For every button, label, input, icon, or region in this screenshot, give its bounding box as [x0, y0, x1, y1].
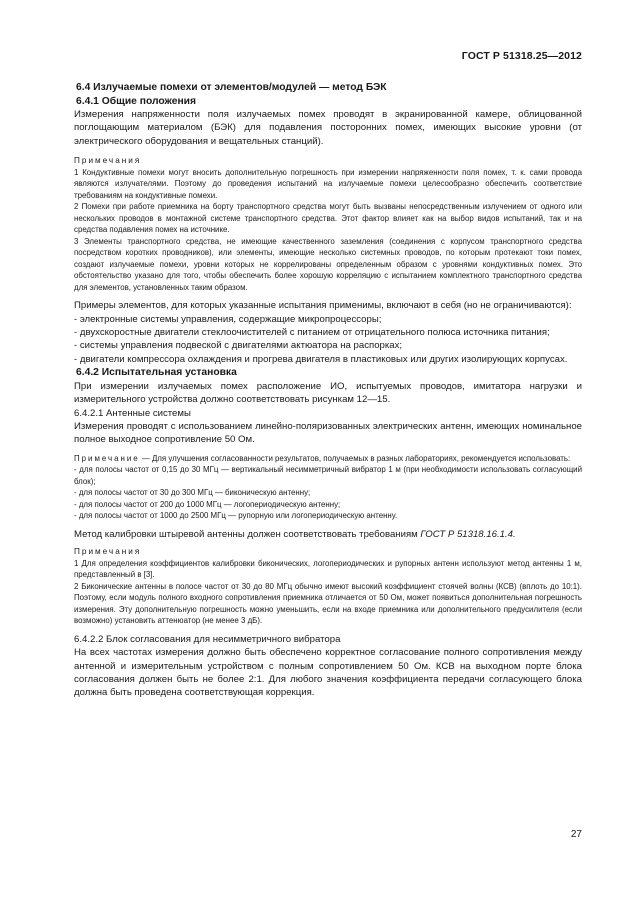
note-list-item: - для полосы частот от 200 до 1000 МГц — логопериодическую антенну;	[74, 499, 341, 509]
subsection-heading-6-4-2: 6.4.2 Испытательная установка	[76, 367, 237, 379]
paragraph-antennas: Измерения проводят с использованием линейно-поляризованных электрических антенн, имеющих номинальное полное выходное сопротивление 50 Ом.	[74, 420, 582, 446]
list-item: - электронные системы управления, содержащие микропроцессоры;	[74, 313, 382, 325]
note-list-item: - для полосы частот от 30 до 300 МГц — биконическую антенну;	[74, 488, 311, 498]
standard-header: ГОСТ Р 51318.25—2012	[461, 50, 582, 62]
subsection-heading-6-4-2-1: 6.4.2.1 Антенные системы	[74, 407, 191, 419]
note-item: 1 Для определения коэффициентов калибровки биконических, логопериодических и рупорных антенн используют метод антенны 1 м, представленный в [3].	[74, 558, 582, 580]
note-text: — Для улучшения согласованности результатов, получаемых в разных лабораториях, рекомендуется использовать:	[139, 453, 571, 463]
page-content	[74, 81, 582, 700]
notes-title: Примечания	[74, 156, 142, 166]
notes-title: Примечания	[74, 547, 142, 557]
paragraph-calibration	[74, 528, 582, 541]
list-item: - двухскоростные двигатели стеклоочистителей с питанием от отрицательного полюса источника питания;	[74, 327, 550, 339]
calibration-text: Метод калибровки штыревой антенны должен соответствовать требованиям	[74, 528, 421, 540]
list-item: - двигатели компрессора охлаждения и прогрева двигателя в пластиковых или других изолирующих корпусах.	[74, 353, 568, 365]
standard-reference: ГОСТ Р 51318.16.1.4.	[420, 528, 516, 540]
paragraph-intro: Измерения напряженности поля излучаемых помех проводят в экранированной камере, облицованной поглощающим материалом (БЭК) для подавления посторонних помех, имеющих высокие уровни (от электрического оборудования и вещательных станций).	[74, 109, 582, 147]
note-list-item: - для полосы частот от 1000 до 2500 МГц — рупорную или логопериодическую антенну.	[74, 511, 398, 521]
paragraph-examples: Примеры элементов, для которых указанные испытания применимы, включают в себя (но не ограничиваются):	[74, 300, 572, 312]
paragraph-matching: На всех частотах измерения должно быть обеспечено корректное согласование полного сопротивления между антенной и измерительным устройством с полным сопротивлением 50 Ом. КСВ на выходном порте блока согласования должен быть не более 2:1. Для любого значения коэффициента передачи согласующего блока должна быть проведена соответствующая коррекция.	[74, 647, 582, 699]
subsection-heading-6-4-1: 6.4.1 Общие положения	[76, 95, 196, 107]
note-item: 1 Кондуктивные помехи могут вносить дополнительную погрешность при измерении напряженности поля помех, т. к. сами провода являются излучателями. Поэтому до проведения испытаний на излучаемые помехи целесообразно обеспечить соответствие требованиям на кондуктивные помехи.	[74, 167, 582, 200]
note-list-item: - для полосы частот от 0,15 до 30 МГц — вертикальный несимметричный вибратор 1 м (при необходимости использовать согласующий блок);	[74, 465, 582, 486]
note-item: 2 Помехи при работе приемника на борту транспортного средства могут быть вызваны непосредственным излучением от одного или нескольких проводов в монтажной системе транспортного средства. Этот фактор влияет как на выбор видов испытаний, так и на средства подавления помех на источнике.	[74, 202, 582, 235]
subsection-heading-6-4-2-2: 6.4.2.2 Блок согласования для несимметричного вибратора	[74, 633, 341, 645]
note-item: 3 Элементы транспортного средства, не имеющие качественного заземления (соединения с корпусом транспортного средства посредством коротких проводников), или элементы, имеющие несколько системных проводов, по которым протекают токи помех, создают излучаемые помехи, уровни которых не коррелированы определенным образом с уровнями кондуктивных помех. Это обстоятельство указано для того, чтобы обеспечить более хорошую корреляцию с испытанием комплектного транспортного средства для элементов, установленных таким образом.	[74, 236, 582, 292]
note-single	[74, 453, 582, 465]
paragraph-setup: При измерении излучаемых помех расположение ИО, испытуемых проводов, имитатора нагрузки и измерительного устройства должно соответствовать рисункам 12—15.	[74, 380, 582, 406]
note-item: 2 Биконические антенны в полосе частот от 30 до 80 МГц обычно имеют высокий коэффициент стоячей волны (КСВ) (вплоть до 10:1). Поэтому, если модуль полного входного сопротивления приемника отличается от 50 Ом, может появиться дополнительная погрешность измерения. Эту дополнительную погрешность можно уменьшить, если на входе приемника или дополнительного предусилителя (если возможно) установить аттенюатор (не менее 3 дБ).	[74, 581, 582, 626]
list-item: - системы управления подвеской с двигателями актюатора на распорках;	[74, 340, 403, 352]
page-number: 27	[570, 829, 582, 840]
section-heading-6-4: 6.4 Излучаемые помехи от элементов/модулей — метод БЭК	[76, 82, 387, 93]
note-label: Примечание	[74, 453, 140, 463]
